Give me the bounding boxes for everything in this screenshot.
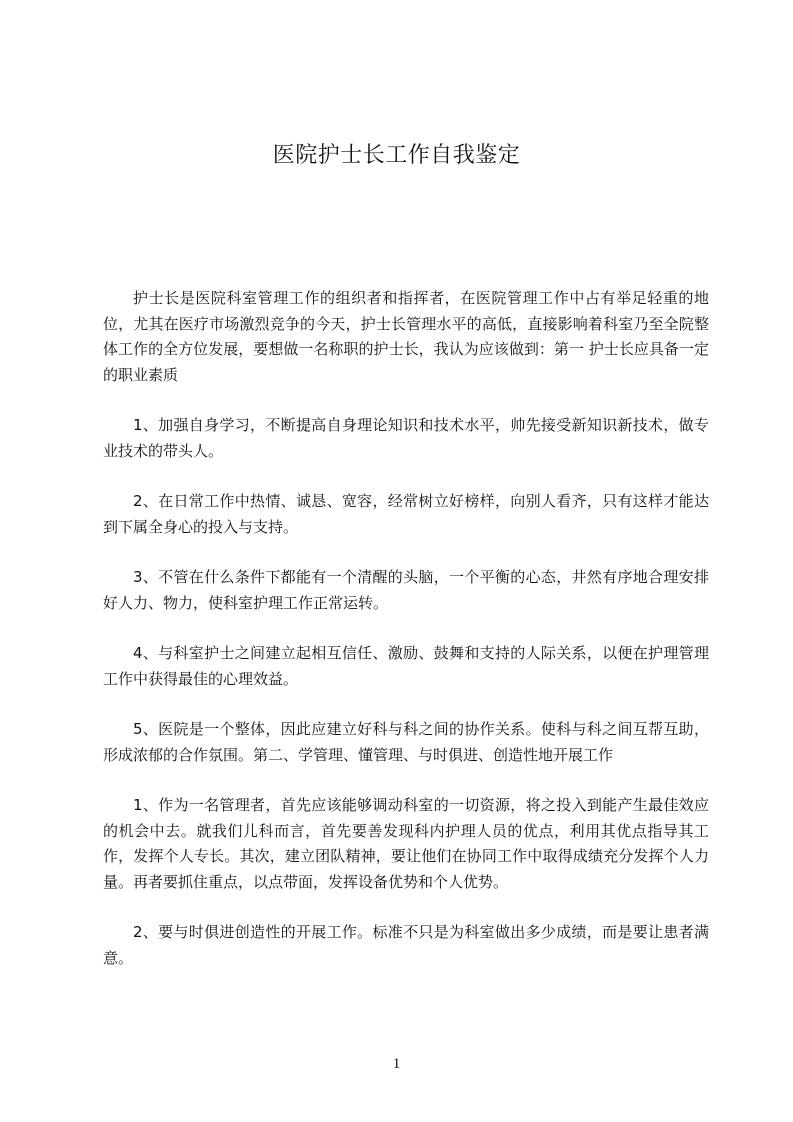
paragraph-section2-item-1: 1、作为一名管理者，首先应该能够调动科室的一切资源，将之投入到能产生最佳效应的机会中去。就我们儿科而言，首先要善发现科内护理人员的优点，利用其优点指导其工作，发挥个人专长。其次，建立团队精神，要让他们在协同工作中取得成绩充分发挥个人力量。再者要抓住重点，以点带面，发挥设备优势和个人优势。 (103, 796, 709, 891)
document-title: 医院护士长工作自我鉴定 (272, 143, 521, 168)
paragraph-item-3: 3、不管在什么条件下都能有一个清醒的头脑，一个平衡的心态，井然有序地合理安排好人力、物力，使科室护理工作正常运转。 (103, 568, 709, 612)
paragraph-section2-item-2: 2、要与时俱进创造性的开展工作。标准不只是为科室做出多少成绩，而是要让患者满意。 (103, 923, 709, 967)
document-body (103, 286, 709, 996)
paragraph-item-2: 2、在日常工作中热情、诚恳、宽容，经常树立好榜样，向别人看齐，只有这样才能达到下属全身心的投入与支持。 (103, 492, 709, 536)
paragraph-item-4: 4、与科室护士之间建立起相互信任、激励、鼓舞和支持的人际关系，以便在护理管理工作中获得最佳的心理效益。 (103, 644, 709, 688)
paragraph-intro: 护士长是医院科室管理工作的组织者和指挥者，在医院管理工作中占有举足轻重的地位，尤其在医疗市场激烈竞争的今天，护士长管理水平的高低，直接影响着科室乃至全院整体工作的全方位发展，要想做一名称职的护士长，我认为应该做到：第一 护士长应具备一定的职业素质 (103, 289, 709, 384)
page-number: 1 (392, 1056, 401, 1072)
paragraph-item-5: 5、医院是一个整体，因此应建立好科与科之间的协作关系。使科与科之间互帮互助，形成浓郁的合作氛围。第二、学管理、懂管理、与时俱进、创造性地开展工作 (103, 720, 709, 764)
paragraph-item-1: 1、加强自身学习，不断提高自身理论知识和技术水平，帅先接受新知识新技术，做专业技术的带头人。 (103, 416, 709, 460)
